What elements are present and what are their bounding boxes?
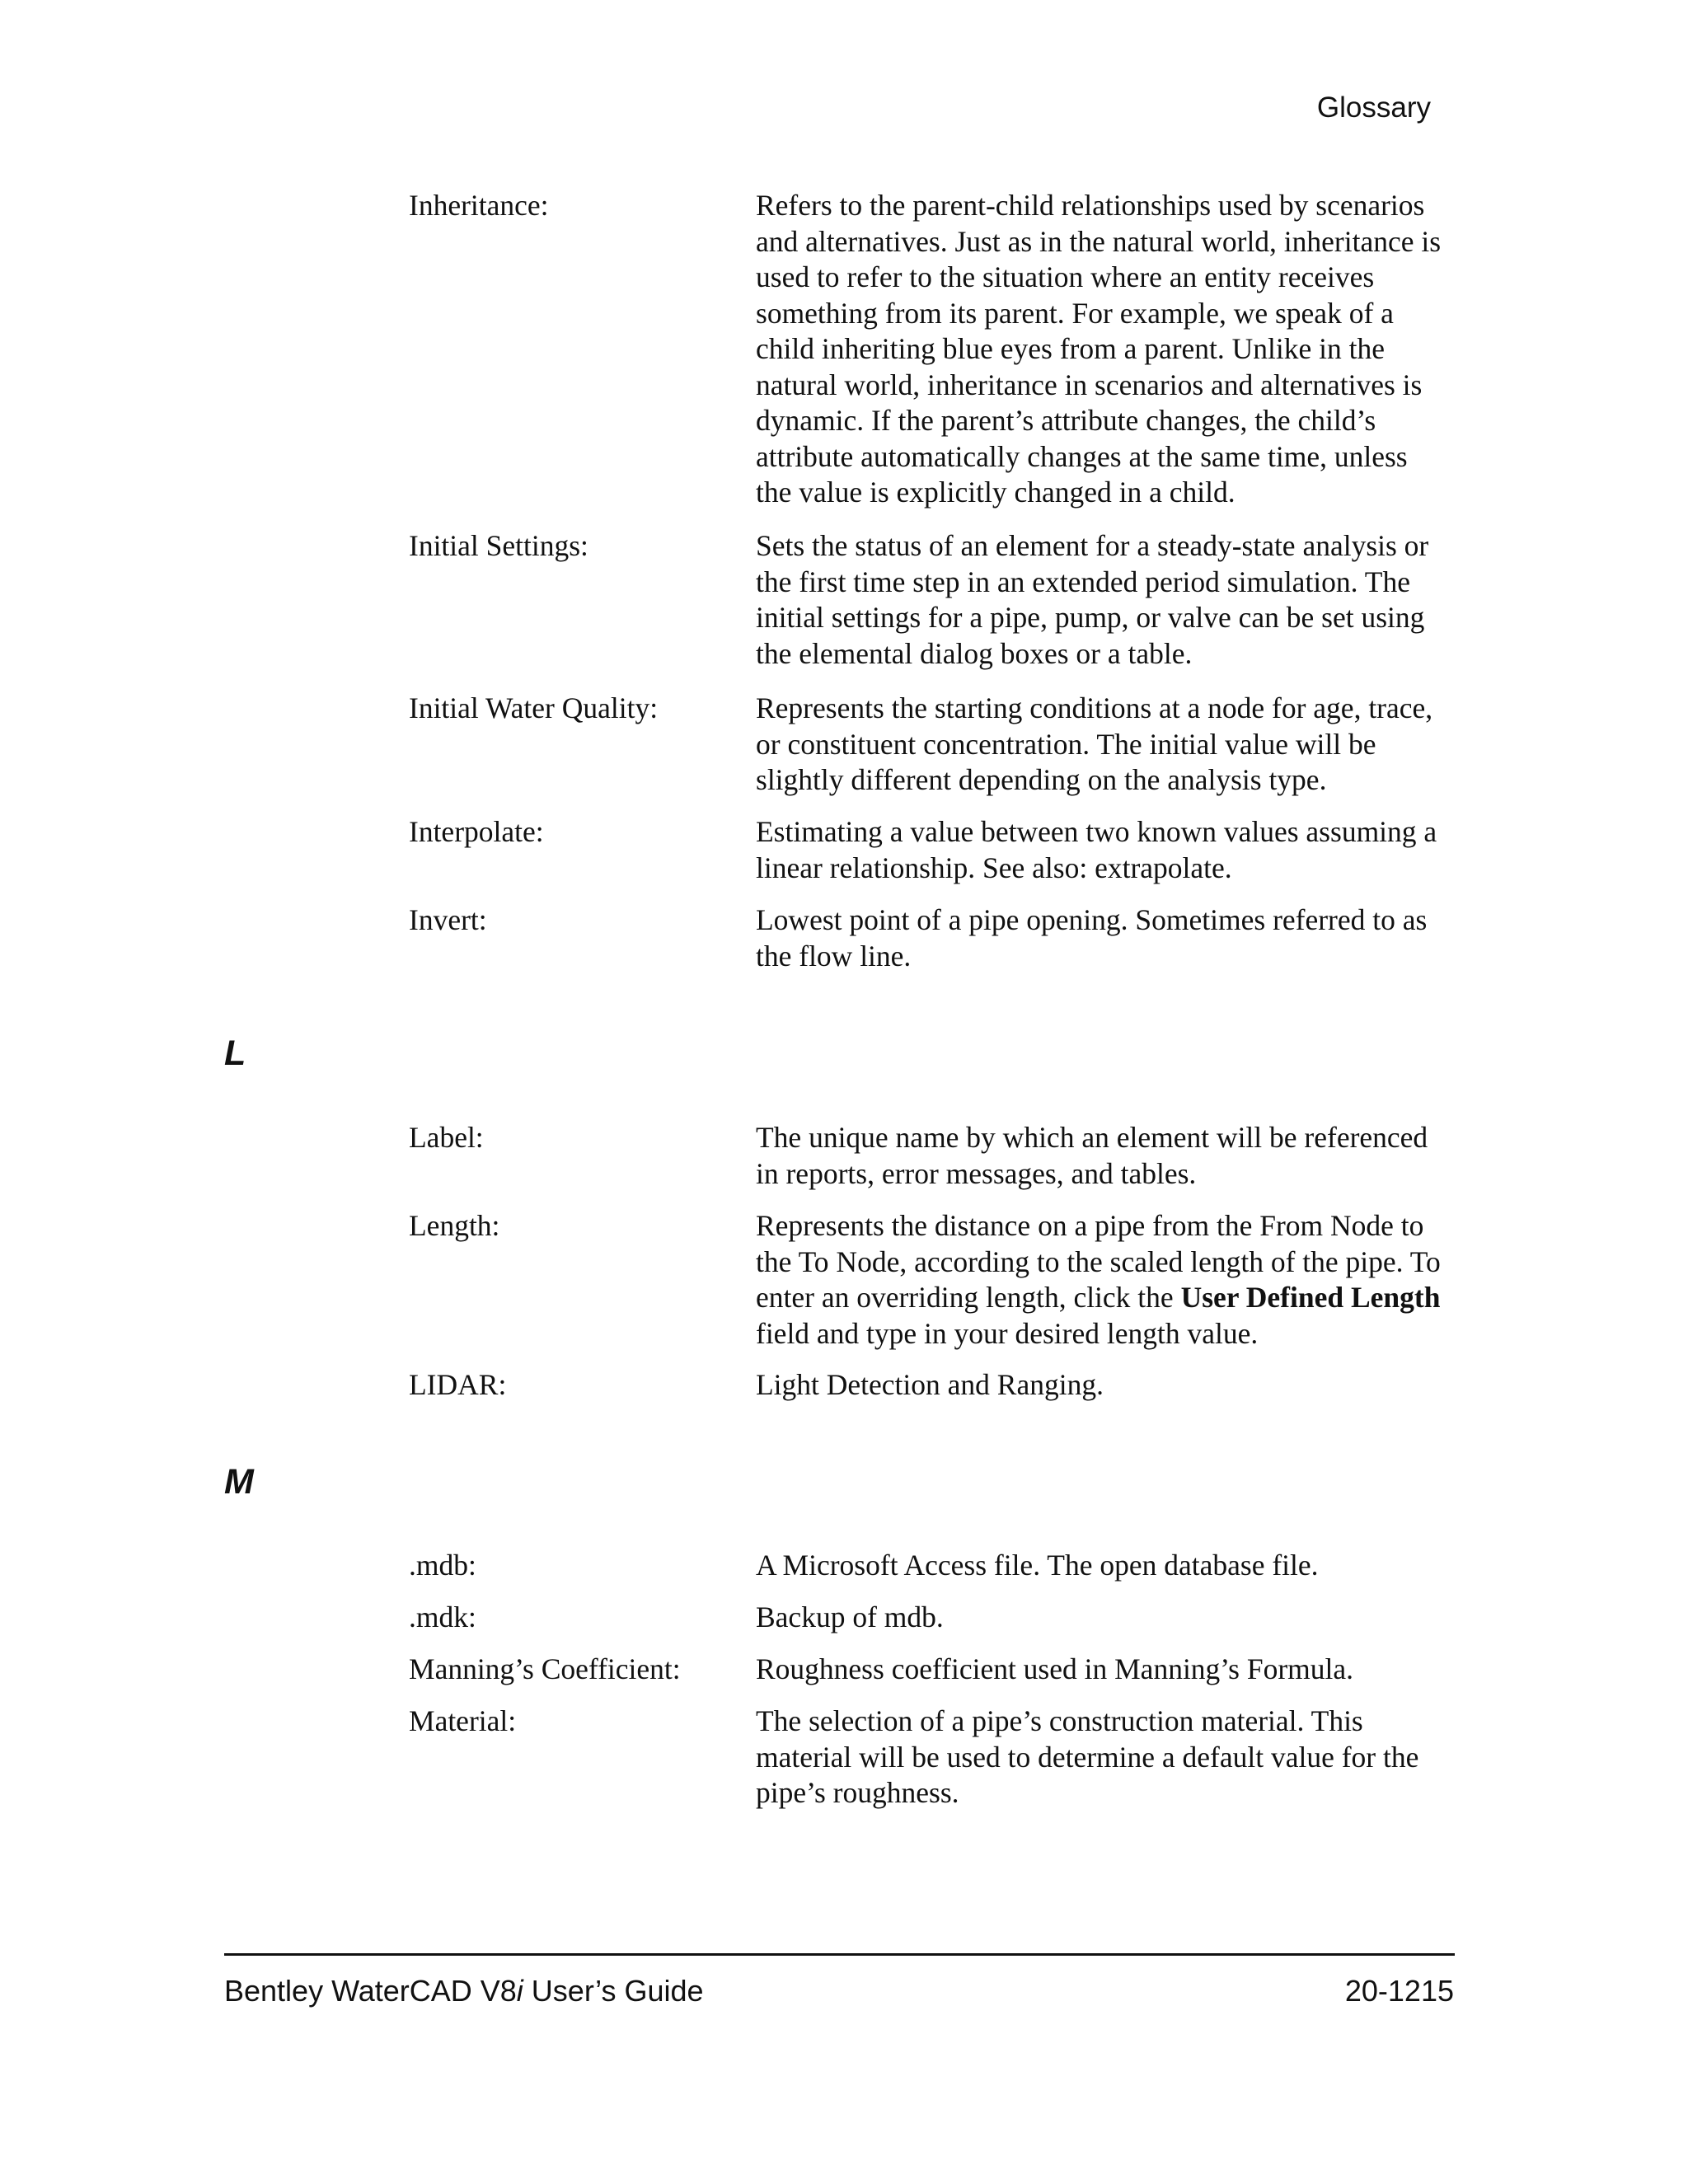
definition-bold-field-name: User Defined Length (1180, 1281, 1441, 1314)
glossary-definition: Backup of mdb. (756, 1601, 944, 1633)
guide-title-suffix: User’s Guide (523, 1974, 704, 2008)
glossary-term: Material: (409, 1704, 517, 1737)
glossary-definition: Estimating a value between two known values assuming a linear relationship. See also: extrapolate. (756, 815, 1437, 884)
section-letter-m: M (224, 1462, 254, 1502)
glossary-definition: Sets the status of an element for a steady-state analysis or the first time step in an extended period simulation. The initial settings for a pipe, pump, or valve can be set using the elemental dialog boxes or a table. (756, 529, 1429, 670)
glossary-term: Inheritance: (409, 189, 549, 222)
glossary-definition: Roughness coefficient used in Manning’s Formula. (756, 1652, 1354, 1685)
running-header: Glossary (1316, 91, 1431, 124)
glossary-term: Invert: (409, 903, 487, 936)
glossary-definition: A Microsoft Access file. The open database file. (756, 1549, 1319, 1582)
guide-title-prefix: Bentley WaterCAD V8 (224, 1974, 517, 2008)
guide-title-italic: i (516, 1974, 523, 2008)
glossary-definition: The selection of a pipe’s construction material. This material will be used to determine a default value for the pipe’s roughness. (756, 1704, 1419, 1809)
glossary-term: .mdk: (409, 1601, 476, 1633)
glossary-term: LIDAR: (409, 1368, 507, 1401)
glossary-definition: Light Detection and Ranging. (756, 1368, 1104, 1401)
glossary-term: Interpolate: (409, 815, 544, 848)
glossary-term: Manning’s Coefficient: (409, 1652, 681, 1685)
definition-text: Represents the distance on a pipe from the From Node to the To Node, according to the scaled length of the pipe. To enter an overriding length, click the (756, 1209, 1441, 1314)
footer-divider (224, 1953, 1455, 1956)
glossary-definition: The unique name by which an element will be referenced in reports, error messages, and tables. (756, 1121, 1428, 1190)
glossary-term: Label: (409, 1121, 484, 1154)
glossary-term: Length: (409, 1209, 500, 1242)
glossary-definition: Lowest point of a pipe opening. Sometimes referred to as the flow line. (756, 903, 1428, 972)
glossary-definition (756, 1208, 1448, 1352)
glossary-term: Initial Water Quality: (409, 691, 659, 724)
page-number: 20-1215 (1344, 1974, 1454, 2008)
glossary-definition: Represents the starting conditions at a node for age, trace, or constituent concentration. The initial value will be slightly different depending on the analysis type. (756, 691, 1433, 796)
glossary-term: Initial Settings: (409, 529, 588, 562)
glossary-term: .mdb: (409, 1549, 476, 1582)
footer-guide-title (224, 1974, 704, 2008)
definition-text: field and type in your desired length value. (756, 1316, 1259, 1350)
glossary-definition: Refers to the parent-child relationships used by scenarios and alternatives. Just as in the natural world, inheritance is used to refer to the situation where an entity receives something from its parent. For example, we speak of a child inheriting blue eyes from a parent. Unlike in the natural world, inheritance in scenarios and alternatives is dynamic. If the parent’s attribute changes, the child’s attribute automatically changes at the same time, unless the value is explicitly changed in a child. (756, 189, 1442, 509)
section-letter-l: L (224, 1033, 246, 1073)
